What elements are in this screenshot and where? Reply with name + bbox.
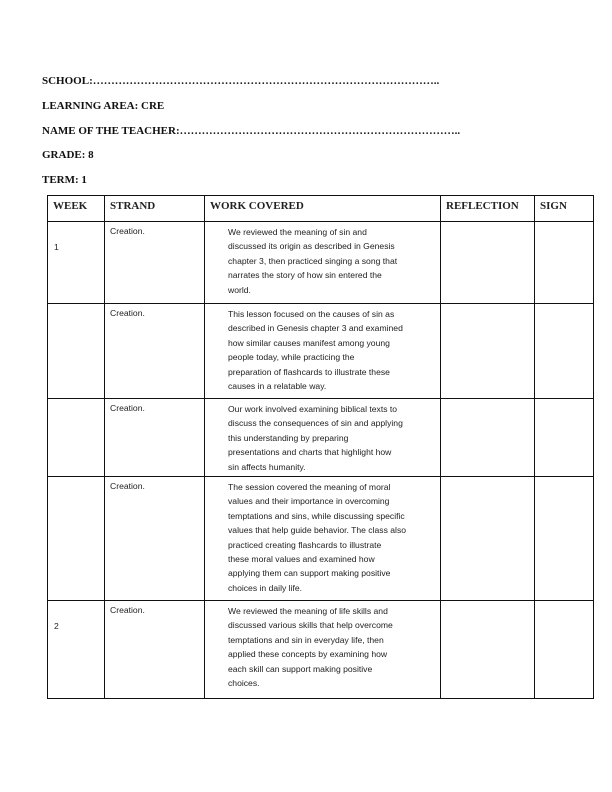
strand-cell: Creation. xyxy=(105,304,205,399)
table-row xyxy=(48,222,594,304)
sign-cell[interactable] xyxy=(535,304,594,399)
strand-cell: Creation. xyxy=(105,222,205,304)
reflection-cell[interactable] xyxy=(441,399,535,477)
work-line: We reviewed the meaning of life skills and xyxy=(228,606,388,616)
work-line: values and their importance in overcoming xyxy=(228,496,390,507)
work-covered-cell xyxy=(205,399,441,477)
work-line: temptations and sin in everyday life, then xyxy=(228,634,384,645)
work-line: practiced creating flashcards to illustrate xyxy=(228,539,382,550)
term: TERM: 1 xyxy=(42,174,87,186)
week-cell xyxy=(48,477,105,601)
reflection-cell[interactable] xyxy=(441,477,535,601)
teacher-name-field: NAME OF THE TEACHER:………………………………………………………………….. xyxy=(42,125,461,137)
work-line: The session covered the meaning of moral xyxy=(228,482,391,492)
work-line: choices. xyxy=(228,678,260,689)
work-line: applied these concepts by examining how xyxy=(228,649,388,660)
work-line: world. xyxy=(228,284,251,295)
records-of-work-table xyxy=(47,195,594,699)
work-covered-cell xyxy=(205,601,441,699)
work-line: sin affects humanity. xyxy=(228,461,306,472)
week-cell: 1 xyxy=(48,222,105,304)
column-header-week: WEEK xyxy=(48,196,105,222)
school-field: SCHOOL:………………………………………………………………………………….. xyxy=(42,75,440,87)
work-line: people today, while practicing the xyxy=(228,352,355,363)
column-header-work-covered: WORK COVERED xyxy=(205,196,441,222)
work-line: This lesson focused on the causes of sin as xyxy=(228,309,395,319)
work-line: values that help guide behavior. The class also xyxy=(228,525,407,536)
strand-cell: Creation. xyxy=(105,399,205,477)
table-row xyxy=(48,304,594,399)
work-line: discussed its origin as described in Genesis xyxy=(228,241,395,252)
work-line: Our work involved examining biblical texts to xyxy=(228,404,398,414)
work-line: how similar causes manifest among young xyxy=(228,337,390,348)
work-line: narrates the story of how sin entered the xyxy=(228,270,382,281)
table-row xyxy=(48,477,594,601)
work-line: discussed various skills that help overcome xyxy=(228,620,393,631)
table-header-row xyxy=(48,196,594,222)
column-header-strand: STRAND xyxy=(105,196,205,222)
work-line: temptations and sins, while discussing specific xyxy=(228,510,405,521)
week-cell xyxy=(48,304,105,399)
learning-area: LEARNING AREA: CRE xyxy=(42,100,165,112)
sign-cell[interactable] xyxy=(535,399,594,477)
work-line: preparation of flashcards to illustrate these xyxy=(228,366,390,377)
work-covered-cell xyxy=(205,477,441,601)
work-line: discuss the consequences of sin and applying xyxy=(228,418,403,429)
work-covered-cell xyxy=(205,222,441,304)
work-line: applying them can support making positive xyxy=(228,568,391,579)
column-header-reflection: REFLECTION xyxy=(441,196,535,222)
grade: GRADE: 8 xyxy=(42,149,94,161)
strand-cell: Creation. xyxy=(105,601,205,699)
work-line: this understanding by preparing xyxy=(228,432,349,443)
table-row xyxy=(48,399,594,477)
sign-cell[interactable] xyxy=(535,601,594,699)
reflection-cell[interactable] xyxy=(441,222,535,304)
work-line: chapter 3, then practiced singing a song that xyxy=(228,255,398,266)
sign-cell[interactable] xyxy=(535,477,594,601)
reflection-cell[interactable] xyxy=(441,304,535,399)
work-line: causes in a relatable way. xyxy=(228,381,327,392)
work-line: each skill can support making positive xyxy=(228,663,373,674)
work-line: choices in daily life. xyxy=(228,582,303,593)
strand-cell: Creation. xyxy=(105,477,205,601)
week-cell: 2 xyxy=(48,601,105,699)
work-line: presentations and charts that highlight how xyxy=(228,447,392,458)
reflection-cell[interactable] xyxy=(441,601,535,699)
table-row xyxy=(48,601,594,699)
column-header-sign: SIGN xyxy=(535,196,594,222)
sign-cell[interactable] xyxy=(535,222,594,304)
work-line: We reviewed the meaning of sin and xyxy=(228,227,367,237)
work-line: these moral values and examined how xyxy=(228,554,375,565)
work-line: described in Genesis chapter 3 and examined xyxy=(228,323,403,334)
week-cell xyxy=(48,399,105,477)
work-covered-cell xyxy=(205,304,441,399)
